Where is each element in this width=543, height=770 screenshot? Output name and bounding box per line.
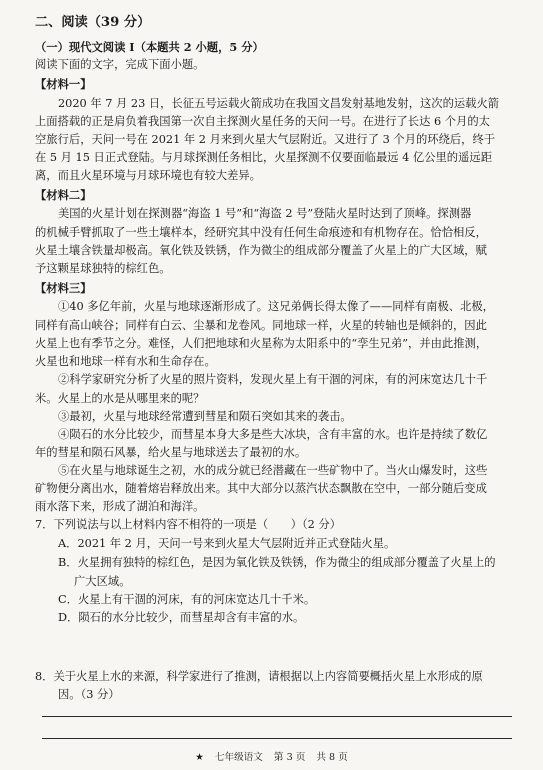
- material3-line: 矿物便分离出水，随着熔岩释放出来。其中大部分以蒸汽状态飘散在空中，一部分随后变成: [35, 482, 487, 495]
- material2-line: 予这颗星球独特的棕红色。: [35, 262, 171, 275]
- material3-line: 年的彗星和陨石风暴，给火星与地球送去了最初的水。: [35, 446, 307, 459]
- material1-line: 在 5 月 15 日正式登陆。与月球探测任务相比，火星探测不仅要面临最远 4 亿公里的遥远距: [35, 151, 492, 164]
- material3-line: 同样有高山峡谷；同样有白云、尘暴和龙卷风。同地球一样，火星的转轴也是倾斜的，因此: [35, 319, 487, 332]
- question-7-option-d: D．陨石的水分比较少，而彗星却含有丰富的水。: [58, 611, 305, 624]
- answer-line[interactable]: [42, 738, 512, 739]
- question-7-option-b: B．火星拥有独特的棕红色，是因为氧化铁及铁锈，作为微尘的组成部分覆盖了火星上的: [58, 556, 496, 569]
- page-footer: [0, 749, 543, 763]
- material1-label: 【材料一】: [35, 77, 92, 91]
- section-title: 二、阅读（39 分）: [35, 15, 151, 30]
- material1-line: 上面搭载的正是肩负着我国第一次自主探测火星任务的天问一号。在进行了长达 6 个月的太: [35, 115, 490, 128]
- question-8-stem-line2: 因。（3 分）: [58, 688, 120, 701]
- material3-line: ④陨石的水分比较少，而彗星本身大多是些大冰块，含有丰富的水。也许是持续了数亿: [58, 428, 488, 441]
- question-7-option-b-cont: 广大区域。: [74, 575, 131, 588]
- material3-line: ①40 多亿年前，火星与地球逐渐形成了。这兄弟俩长得太像了——同样有南极、北极，: [58, 300, 494, 313]
- material3-line: ⑤在火星与地球诞生之初，水的成分就已经潜藏在一些矿物中了。当火山爆发时，这些: [58, 464, 488, 477]
- material2-line: 美国的火星计划在探测器“海盗 1 号”和“海盗 2 号”登陆火星时达到了顶峰。探测器: [58, 207, 472, 220]
- material2-line: 的机械手臂抓取了一些土壤样本，经研究其中没有任何生命痕迹和有机物存在。恰恰相反，: [35, 226, 487, 239]
- footer-subject: 七年级语文: [214, 752, 263, 763]
- answer-line[interactable]: [42, 716, 512, 717]
- question-7-option-c: C．火星上有干涸的河床，有的河床宽达几十千米。: [58, 593, 316, 606]
- question-7-option-a: A．2021 年 2 月，天问一号来到火星大气层附近并正式登陆火星。: [58, 537, 396, 550]
- footer-page: 第 3 页: [273, 752, 306, 763]
- material3-label: 【材料三】: [35, 281, 92, 295]
- footer-total: 共 8 页: [316, 752, 348, 763]
- material1-line: 离，而且火星环境与月球环境也有较大差异。: [35, 169, 261, 182]
- material3-line: ②科学家研究分析了火星的照片资料，发现火星上有干涸的河床，有的河床宽达几十千: [58, 373, 488, 386]
- instruction-text: 阅读下面的文字，完成下面小题。: [35, 58, 205, 71]
- star-icon: ★: [195, 752, 204, 763]
- material1-line: 2020 年 7 月 23 日，长征五号运载火箭成功在我国文昌发射基地发射，这次的运载火箭: [58, 97, 500, 110]
- material3-line: ③最初，火星与地球经常遭到彗星和陨石突如其来的袭击。: [58, 410, 352, 423]
- material3-line: 米。火星上的水是从哪里来的呢？: [35, 392, 205, 405]
- subsection-title: （一）现代文阅读 Ⅰ（本题共 2 小题，5 分）: [35, 40, 264, 54]
- material3-line: 雨水落下来，形成了湖泊和海洋。: [35, 500, 205, 513]
- material3-line: 火星也和地球一样有水和生命存在。: [35, 355, 216, 368]
- material3-line: 火星上也有季节之分。难怪，人们把地球和火星称为太阳系中的“孪生兄弟”，并由此推测，: [35, 337, 488, 350]
- material2-line: 火星土壤含铁量却极高。氧化铁及铁锈，作为微尘的组成部分覆盖了火星上的广大区域，赋: [35, 244, 487, 257]
- question-7-stem: 7．下列说法与以上材料内容不相符的一项是（ ）（2 分）: [35, 518, 342, 531]
- question-8-stem-line1: 8．关于火星上水的来源，科学家进行了推测，请根据以上内容简要概括火星上水形成的原: [35, 670, 483, 683]
- material2-label: 【材料二】: [35, 188, 92, 202]
- material1-line: 空旅行后，天问一号在 2021 年 2 月来到火星大气层附近。又进行了 3 个月的环绕后，终于: [35, 133, 496, 146]
